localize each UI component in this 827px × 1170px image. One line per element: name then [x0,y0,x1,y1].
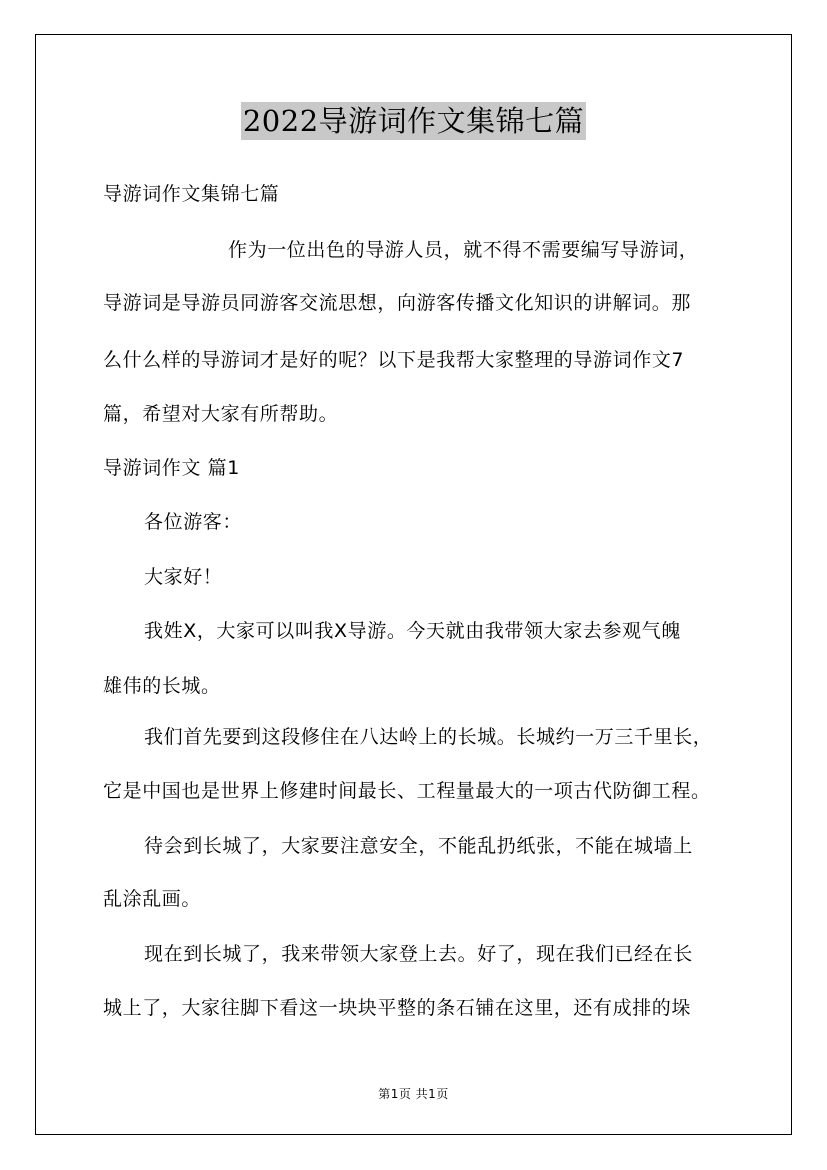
title-container [0,102,827,140]
intro-line-3: 么什么样的导游词才是好的呢？以下是我帮大家整理的导游词作文7 [103,349,685,371]
intro-line-4: 篇，希望对大家有所帮助。 [103,403,339,425]
body-line-3: 我姓X，大家可以叫我X导游。今天就由我带领大家去参观气魄 [144,620,681,642]
body-line-9: 现在到长城了，我来带领大家登上去。好了，现在我们已经在长 [144,943,693,965]
document-title: 2022导游词作文集锦七篇 [242,104,585,138]
body-line-10: 城上了，大家往脚下看这一块块平整的条石铺在这里，还有成排的垛 [103,997,692,1019]
document-subtitle: 导游词作文集锦七篇 [103,183,280,205]
body-line-2: 大家好！ [144,566,223,588]
body-line-6: 它是中国也是世界上修建时间最长、工程量最大的一项古代防御工程。 [103,780,711,802]
body-line-7: 待会到长城了，大家要注意安全，不能乱扔纸张，不能在城墙上 [144,835,693,857]
body-line-1: 各位游客： [144,511,243,533]
section-heading: 导游词作文 篇1 [103,457,240,479]
page-footer: 第1页 共1页 [378,1087,449,1101]
intro-line-1: 作为一位出色的导游人员，就不得不需要编写导游词， [228,239,699,261]
intro-line-2: 导游词是导游员同游客交流思想，向游客传播文化知识的讲解词。那 [103,292,692,314]
body-line-8: 乱涂乱画。 [103,888,202,910]
body-line-4: 雄伟的长城。 [103,675,221,697]
body-line-5: 我们首先要到这段修住在八达岭上的长城。长城约一万三千里长， [144,726,713,748]
